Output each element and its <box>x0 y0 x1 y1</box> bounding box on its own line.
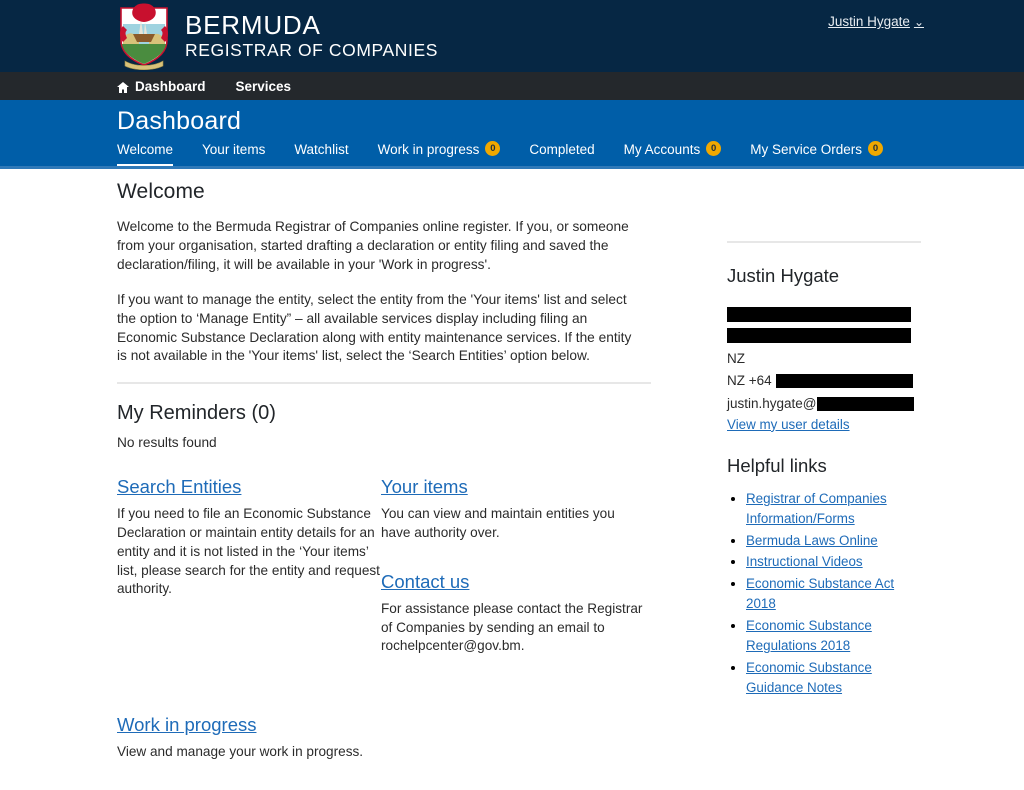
contact-us-link[interactable]: Contact us <box>381 570 470 592</box>
user-country-value: NZ <box>727 351 745 366</box>
your-items-link[interactable]: Your items <box>381 476 468 498</box>
main-content <box>117 180 651 790</box>
user-menu-label: Justin Hygate <box>828 14 910 29</box>
redaction-bar <box>817 397 914 411</box>
quick-links-column-right <box>381 476 645 684</box>
list-item <box>746 489 927 530</box>
nav-item-list <box>117 79 291 94</box>
helpful-links-heading: Helpful links <box>727 455 827 476</box>
list-item <box>746 574 927 615</box>
bermuda-coat-of-arms-icon <box>117 4 171 70</box>
work-in-progress-link[interactable]: Work in progress <box>117 714 257 736</box>
tab-my-accounts[interactable] <box>624 142 722 167</box>
work-in-progress-text: View and manage your work in progress. <box>117 744 364 760</box>
redaction-bar <box>776 374 913 388</box>
user-menu-button[interactable] <box>828 14 924 29</box>
tab-work-in-progress-label: Work in progress <box>377 142 480 157</box>
tab-work-in-progress[interactable] <box>378 142 501 167</box>
search-entities-text: If you need to file an Economic Substance Declaration or maintain entity details for an entity and it is not listed in the ‘Your items’ list, please search for the entity and request authority. <box>117 506 380 597</box>
helpful-link-instructional-videos[interactable]: Instructional Videos <box>746 554 863 570</box>
welcome-paragraph-1: Welcome to the Bermuda Registrar of Companies online register. If you, or someone from your organisation, started drafting a declaration or entity filing and saved the declaration/filing, it will be available in your 'Work in progress'. <box>117 219 629 272</box>
user-details-panel <box>727 241 923 434</box>
page-title: Dashboard <box>117 107 242 135</box>
chevron-down-icon: ⌄ <box>913 14 924 29</box>
dashboard-tabs <box>117 142 912 167</box>
home-icon <box>117 81 129 92</box>
tab-completed-label: Completed <box>529 142 595 157</box>
tab-my-accounts-badge: 0 <box>706 141 721 156</box>
tab-my-service-orders-label: My Service Orders <box>750 142 862 157</box>
address-line-1-redacted <box>727 307 923 322</box>
header-bottom-rule <box>0 166 1024 169</box>
quick-links-column-left <box>117 476 381 684</box>
user-phone <box>727 371 923 391</box>
contact-us-text: For assistance please contact the Registrar of Companies by sending an email to rochelpcenter@gov.bm. <box>381 600 643 654</box>
user-phone-prefix: NZ +64 <box>727 373 772 389</box>
tab-my-service-orders-badge: 0 <box>868 141 883 156</box>
redaction-bar <box>727 328 911 343</box>
nav-item-dashboard[interactable] <box>117 79 206 94</box>
redaction-bar <box>727 307 911 322</box>
reminders-heading: My Reminders (0) <box>117 402 276 425</box>
nav-item-services-label: Services <box>235 78 292 94</box>
nav-item-dashboard-label: Dashboard <box>135 78 206 94</box>
tab-watchlist[interactable] <box>294 142 348 167</box>
user-email <box>727 394 923 414</box>
content-divider <box>117 382 651 384</box>
helpful-link-economic-substance-regulations-2018[interactable]: Economic Substance Regulations 2018 <box>746 617 872 654</box>
helpful-links-panel <box>727 455 927 700</box>
brand-line-1: BERMUDA <box>185 10 321 41</box>
tab-completed[interactable] <box>529 142 594 167</box>
your-items-text: You can view and maintain entities you have authority over. <box>381 506 615 541</box>
helpful-link-economic-substance-act-2018[interactable]: Economic Substance Act 2018 <box>746 575 895 612</box>
helpful-link-economic-substance-guidance-notes[interactable]: Economic Substance Guidance Notes <box>746 659 872 696</box>
sidebar-user-name: Justin Hygate <box>727 265 840 286</box>
sidebar-divider <box>727 241 921 243</box>
tab-my-service-orders[interactable] <box>750 142 883 167</box>
helpful-link-bermuda-laws-online[interactable]: Bermuda Laws Online <box>746 532 878 548</box>
brand-wordmark <box>185 12 438 60</box>
tab-work-in-progress-badge: 0 <box>485 141 500 156</box>
list-item <box>746 552 927 572</box>
tab-watchlist-label: Watchlist <box>294 142 349 157</box>
user-email-prefix: justin.hygate@ <box>727 395 817 411</box>
brand-header <box>0 0 1024 72</box>
search-entities-link[interactable]: Search Entities <box>117 476 242 498</box>
tab-your-items-label: Your items <box>202 142 266 157</box>
view-my-user-details-link[interactable]: View my user details <box>727 416 850 432</box>
list-item <box>746 616 927 657</box>
helpful-link-registrar-info-forms[interactable]: Registrar of Companies Information/Forms <box>746 491 887 527</box>
helpful-links-list <box>727 489 927 699</box>
brand-logo-group <box>117 0 438 72</box>
tab-welcome[interactable] <box>117 142 173 167</box>
list-item <box>746 658 927 699</box>
nav-item-services[interactable] <box>236 79 292 94</box>
welcome-paragraph-2: If you want to manage the entity, select the entity from the 'Your items' list and select the option to ‘Manage Entity” – all available services display including filing an Economic Substance Declaration along with entity maintenance services. If the entity is not available in the 'Your items' list, select the ‘Search Entities’ option below. <box>117 291 632 364</box>
reminders-empty-text: No results found <box>117 435 217 451</box>
welcome-heading: Welcome <box>117 180 205 203</box>
user-country <box>727 349 923 369</box>
tab-your-items[interactable] <box>202 142 265 167</box>
tab-welcome-label: Welcome <box>117 142 174 157</box>
main-navigation <box>0 72 1024 100</box>
address-line-2-redacted <box>727 328 923 343</box>
list-item <box>746 531 927 551</box>
tab-my-accounts-label: My Accounts <box>623 142 701 157</box>
brand-line-2: REGISTRAR OF COMPANIES <box>185 40 439 61</box>
quick-links-columns <box>117 476 651 684</box>
work-in-progress-block <box>117 714 651 762</box>
